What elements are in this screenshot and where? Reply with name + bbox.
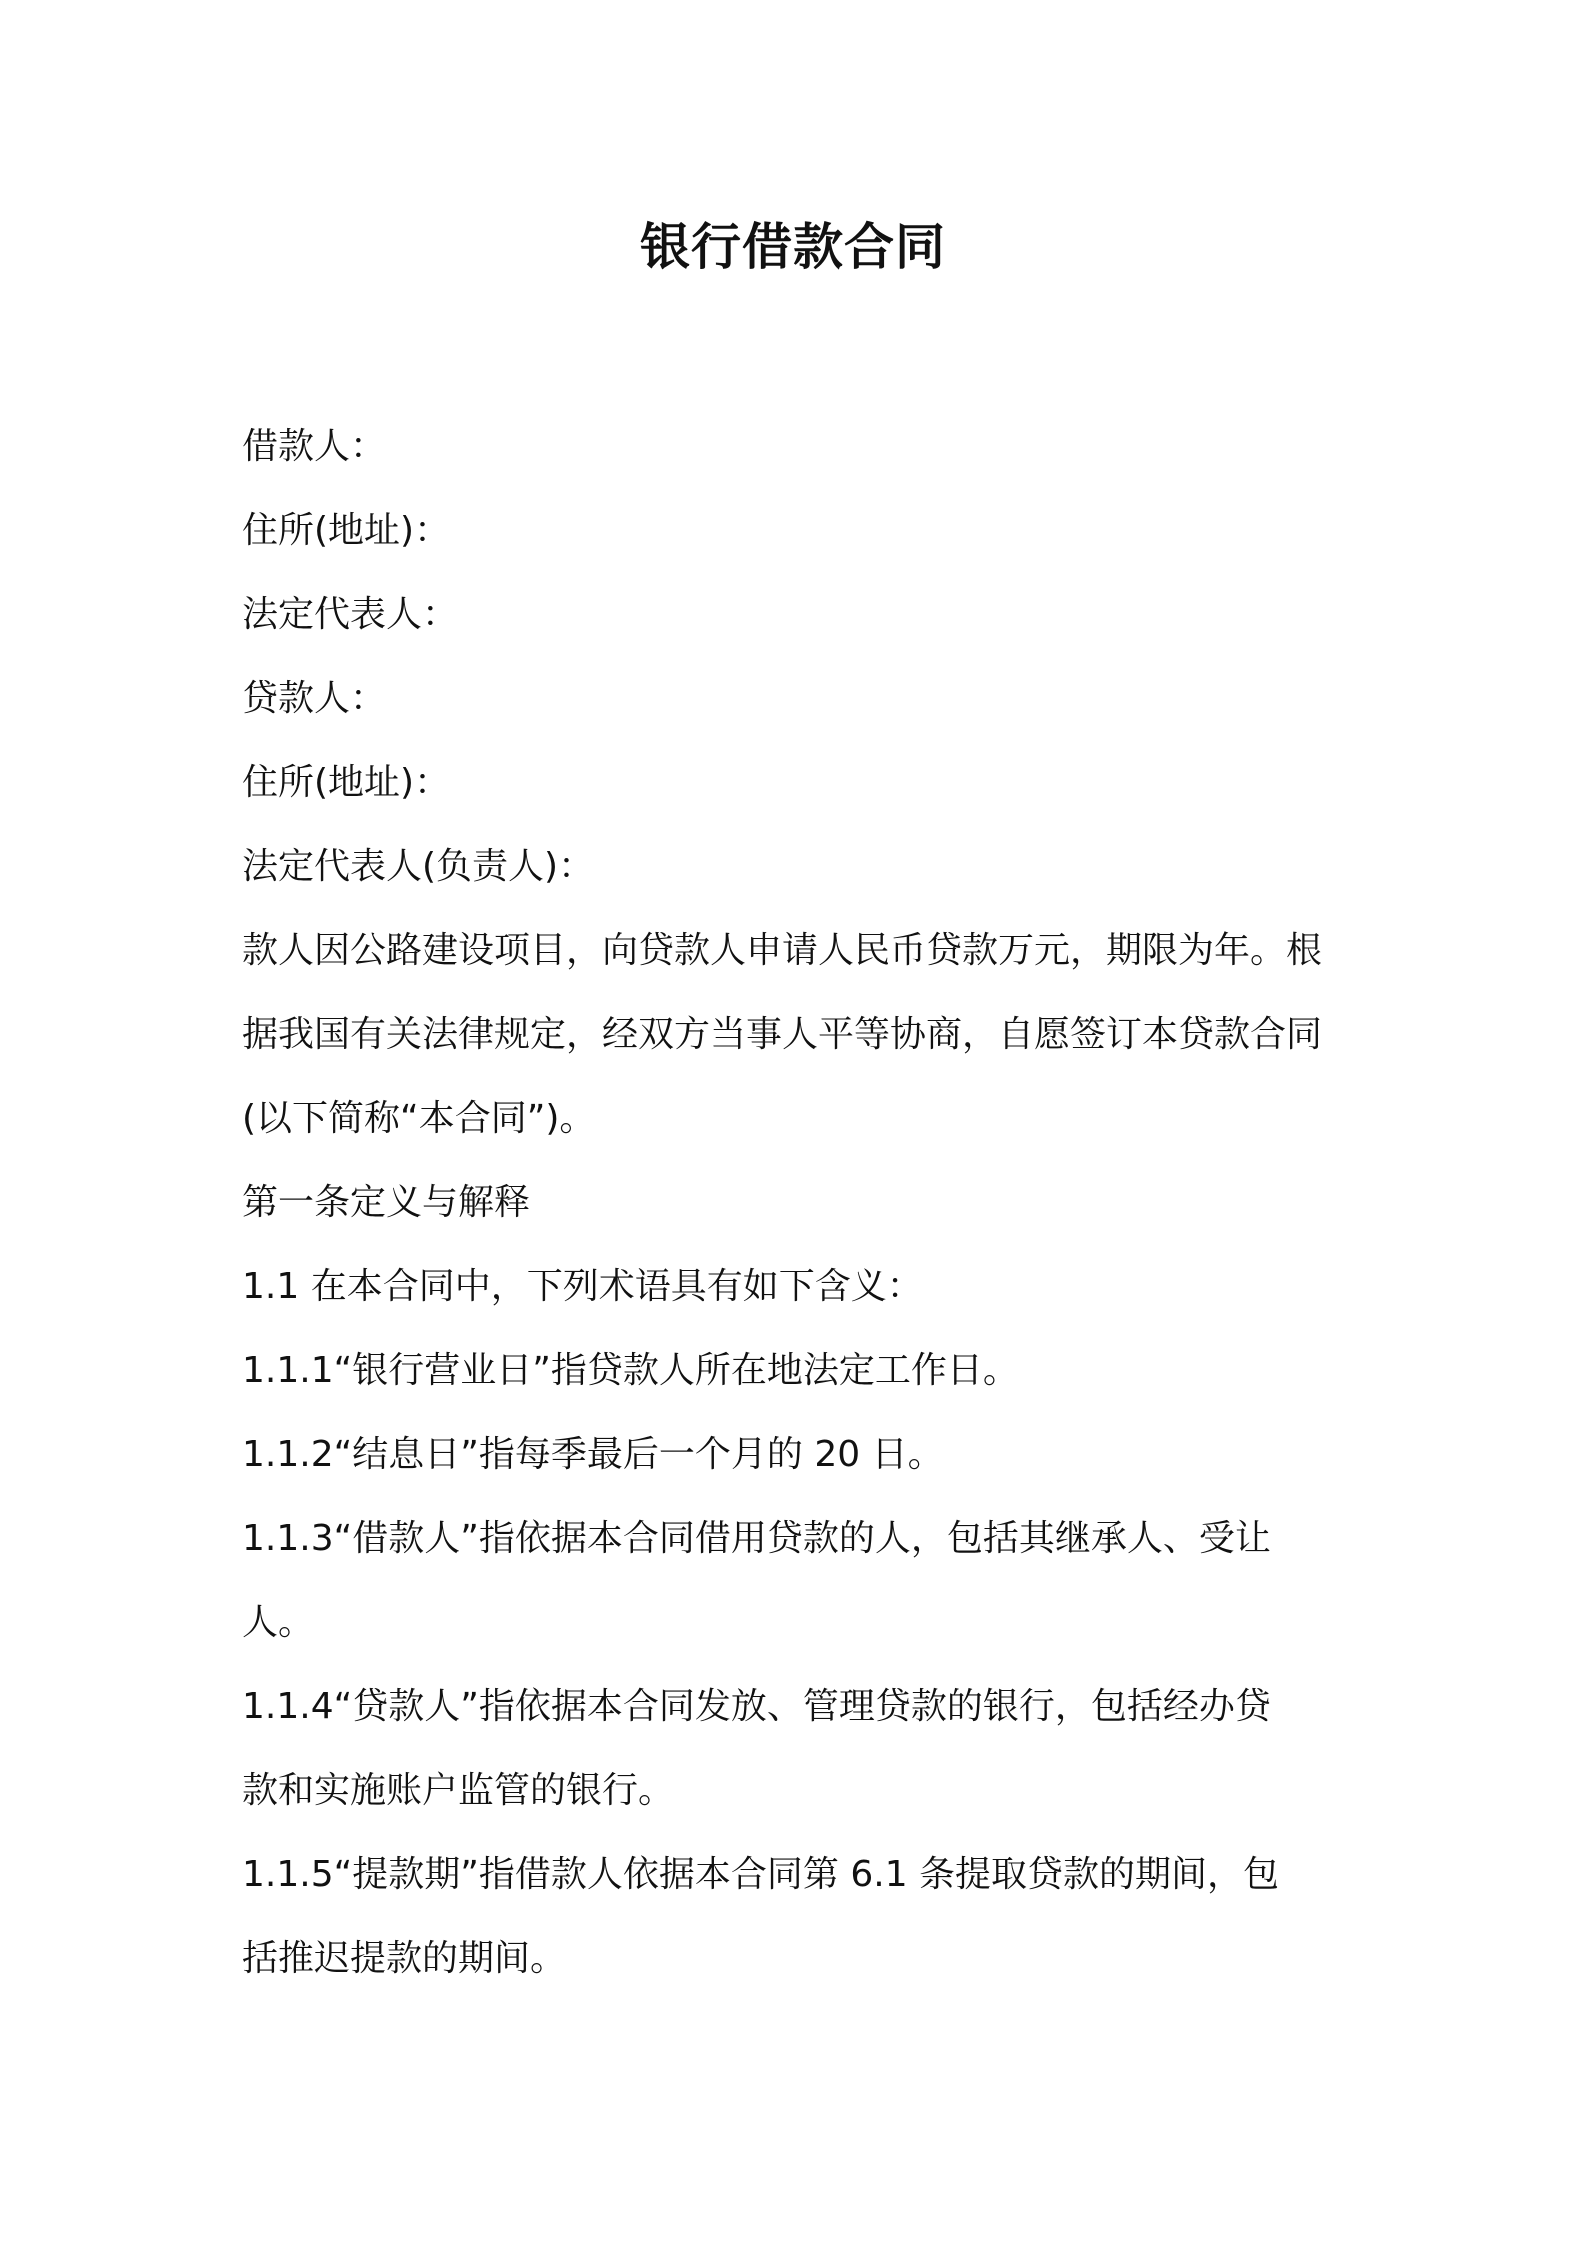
lender-address-label: 住所(地址)： [242,762,451,803]
document-title: 银行借款合同 [640,218,946,276]
clause-line: 1.1.2“结息日”指每季最后一个月的 20 日。 [242,1434,944,1475]
clause-line: 1.1.1“银行营业日”指贷款人所在地法定工作日。 [242,1350,1019,1391]
lender-label: 贷款人： [242,678,387,719]
borrower-label: 借款人： [242,426,387,467]
clause-line: 款和实施账户监管的银行。 [242,1770,675,1811]
lender-legal-rep-label: 法定代表人(负责人)： [242,846,595,887]
clause-line: 1.1.3“借款人”指依据本合同借用贷款的人，包括其继承人、受让 [242,1518,1271,1559]
borrower-address-label: 住所(地址)： [242,510,451,551]
clause-line: 1.1.4“贷款人”指依据本合同发放、管理贷款的银行，包括经办贷 [242,1686,1271,1727]
clause-line: 人。 [242,1602,315,1643]
document-body [242,405,1362,2001]
article-heading: 第一条定义与解释 [242,1182,531,1223]
preamble-line: 据我国有关法律规定，经双方当事人平等协商，自愿签订本贷款合同 [242,1014,1323,1055]
clause-line: 1.1.5“提款期”指借款人依据本合同第 6.1 条提取贷款的期间，包 [242,1854,1280,1895]
preamble-line: 款人因公路建设项目，向贷款人申请人民币贷款万元，期限为年。根 [242,930,1323,971]
clause-line: 括推迟提款的期间。 [242,1938,567,1979]
preamble-line: (以下简称“本合同”)。 [242,1098,596,1139]
borrower-legal-rep-label: 法定代表人： [242,594,459,635]
clause-line: 1.1 在本合同中，下列术语具有如下含义： [242,1266,923,1307]
